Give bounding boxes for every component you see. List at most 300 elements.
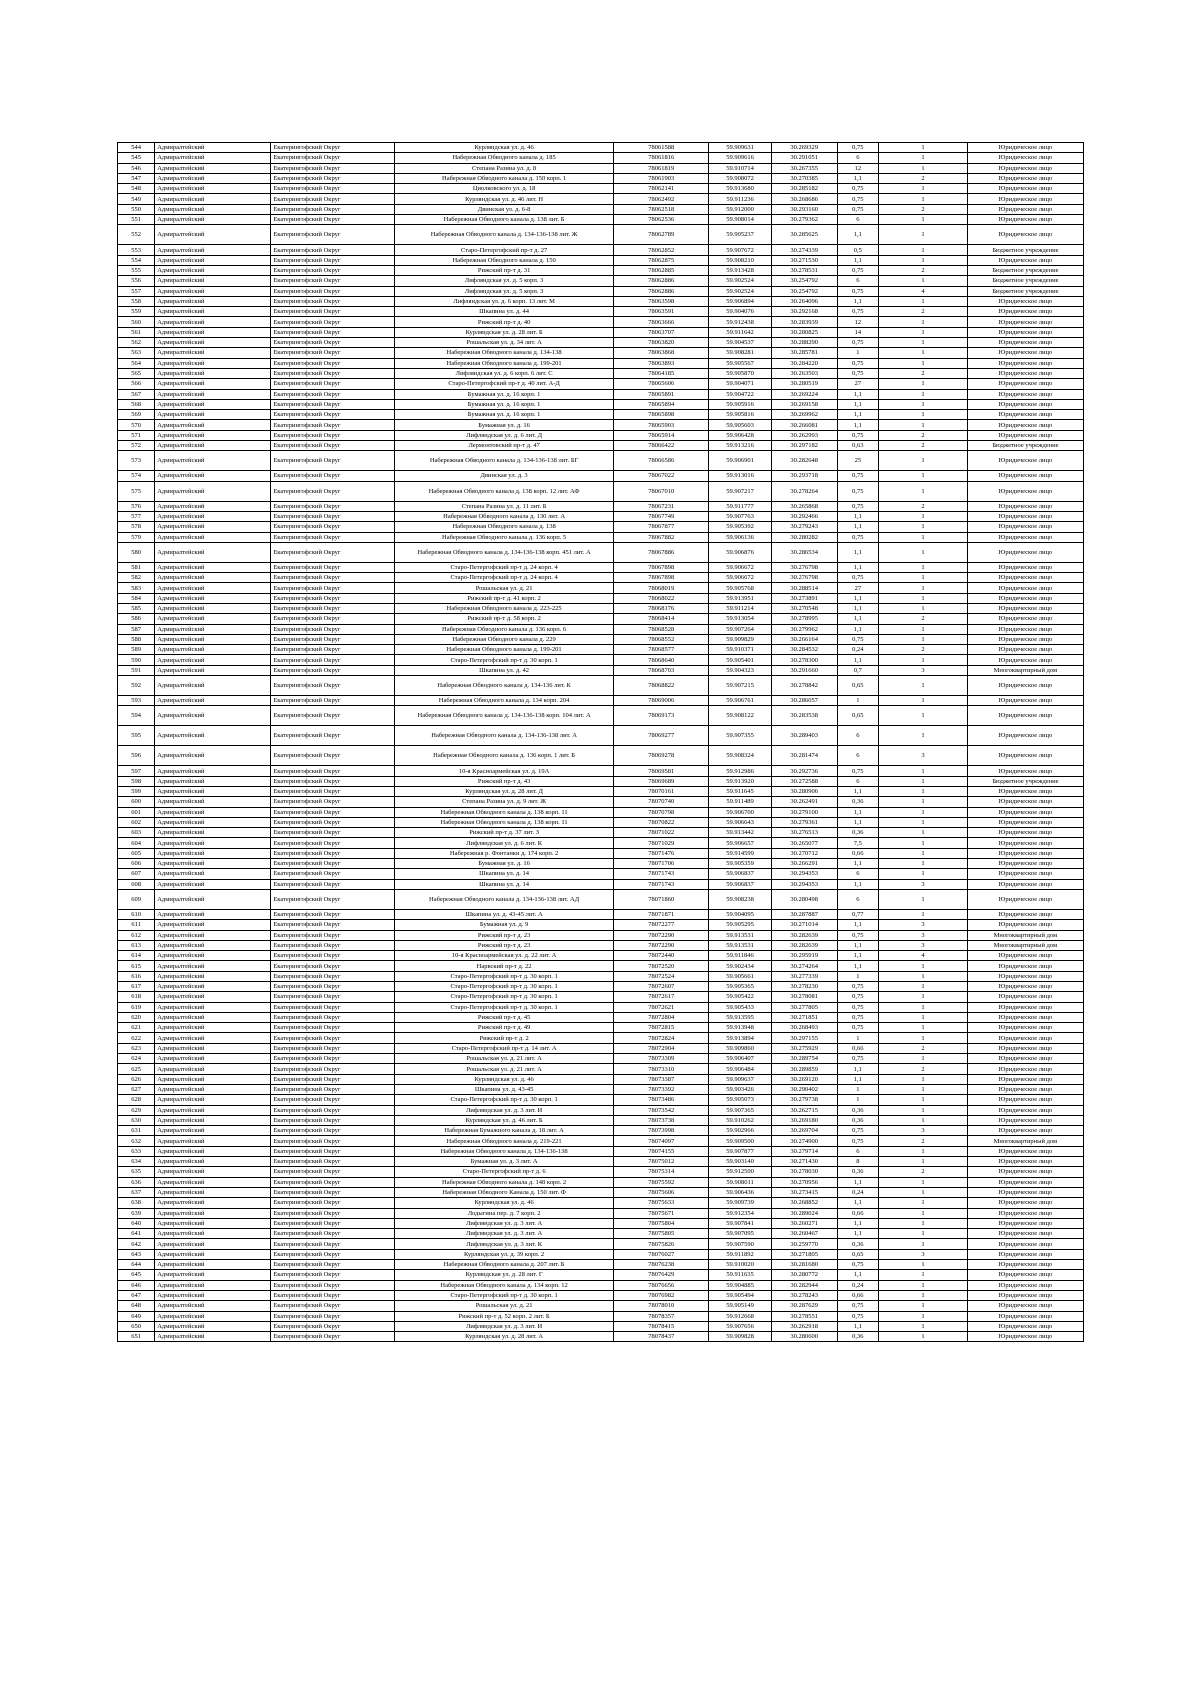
cell-object-id: 78076027 [614, 1249, 709, 1259]
cell-latitude: 59.909637 [709, 1074, 771, 1084]
cell-latitude: 59.902434 [709, 961, 771, 971]
cell-latitude: 59.905916 [709, 399, 771, 409]
cell-address: Рижский пр-т д. 45 [395, 1012, 614, 1022]
cell-latitude: 59.907841 [709, 1218, 771, 1228]
cell-count: 1 [879, 992, 968, 1002]
cell-address: Шкапина ул. д. 42 [395, 665, 614, 675]
cell-owner-type: Юридическое лицо [967, 1043, 1083, 1053]
cell-object-id: 78074097 [614, 1136, 709, 1146]
cell-latitude: 59.907656 [709, 1321, 771, 1331]
cell-longitude: 30.284220 [771, 358, 837, 368]
cell-latitude: 59.904323 [709, 665, 771, 675]
cell-longitude: 30.295919 [771, 951, 837, 961]
cell-latitude: 59.909860 [709, 1043, 771, 1053]
cell-longitude: 30.286057 [771, 696, 837, 706]
cell-object-id: 78075633 [614, 1198, 709, 1208]
cell-owner-type: Многоквартирный дом [967, 940, 1083, 950]
cell-longitude: 30.277339 [771, 971, 837, 981]
cell-district: Адмиралтейский [155, 163, 271, 173]
cell-owner-type: Юридическое лицо [967, 828, 1083, 838]
cell-row-number: 566 [118, 379, 155, 389]
cell-count: 1 [879, 1074, 968, 1084]
cell-owner-type: Юридическое лицо [967, 194, 1083, 204]
cell-latitude: 59.906407 [709, 1054, 771, 1064]
cell-row-number: 580 [118, 542, 155, 562]
cell-municipal-okrug: Екатерингофский Округ [271, 1311, 395, 1321]
cell-owner-type: Юридическое лицо [967, 1332, 1083, 1342]
cell-volume: 0,75 [837, 501, 879, 511]
cell-row-number: 579 [118, 532, 155, 542]
cell-volume: 14 [837, 327, 879, 337]
cell-address: Набережная Обводного канала д. 207 лит. Б [395, 1260, 614, 1270]
cell-address: Лифляндская ул. д. 5 корп. 3 [395, 276, 614, 286]
cell-owner-type: Юридическое лицо [967, 1239, 1083, 1249]
cell-count: 1 [879, 776, 968, 786]
table-row [118, 817, 1084, 827]
cell-object-id: 78075606 [614, 1187, 709, 1197]
cell-district: Адмиралтейский [155, 696, 271, 706]
cell-longitude: 30.265077 [771, 838, 837, 848]
cell-count: 1 [879, 797, 968, 807]
cell-volume: 1,1 [837, 562, 879, 572]
cell-volume: 0,66 [837, 1290, 879, 1300]
cell-address: Набережная Обводного канала д. 134-136 лит. К [395, 676, 614, 696]
cell-count: 1 [879, 961, 968, 971]
cell-object-id: 78067886 [614, 542, 709, 562]
cell-longitude: 30.280498 [771, 889, 837, 909]
cell-count: 1 [879, 471, 968, 481]
table-row [118, 1064, 1084, 1074]
cell-count: 1 [879, 1280, 968, 1290]
cell-object-id: 78071743 [614, 869, 709, 879]
cell-owner-type: Юридическое лицо [967, 184, 1083, 194]
cell-address: Набережная Обводного канала д. 130 лит. А [395, 511, 614, 521]
table-row [118, 542, 1084, 562]
cell-address: Старо-Петергофский пр-т д. 30 корп. 1 [395, 1095, 614, 1105]
cell-latitude: 59.903426 [709, 1084, 771, 1094]
cell-latitude: 59.910020 [709, 1260, 771, 1270]
cell-owner-type: Юридическое лицо [967, 614, 1083, 624]
cell-owner-type: Юридическое лицо [967, 1157, 1083, 1167]
cell-district: Адмиралтейский [155, 204, 271, 214]
cell-district: Адмиралтейский [155, 430, 271, 440]
cell-municipal-okrug: Екатерингофский Округ [271, 1208, 395, 1218]
cell-address: Шкапина ул. д. 14 [395, 869, 614, 879]
cell-row-number: 558 [118, 296, 155, 306]
cell-object-id: 78069278 [614, 746, 709, 766]
cell-municipal-okrug: Екатерингофский Округ [271, 940, 395, 950]
cell-address: Набережная Обводного канала д. 199-201 [395, 645, 614, 655]
cell-district: Адмиралтейский [155, 451, 271, 471]
cell-longitude: 30.266164 [771, 634, 837, 644]
cell-object-id: 78071871 [614, 909, 709, 919]
table-row [118, 634, 1084, 644]
cell-count: 1 [879, 1239, 968, 1249]
cell-district: Адмиралтейский [155, 583, 271, 593]
cell-object-id: 78068528 [614, 624, 709, 634]
cell-owner-type: Юридическое лицо [967, 451, 1083, 471]
cell-longitude: 30.276798 [771, 573, 837, 583]
cell-object-id: 78072277 [614, 920, 709, 930]
table-row [118, 614, 1084, 624]
table-row [118, 1105, 1084, 1115]
cell-object-id: 78062518 [614, 204, 709, 214]
cell-district: Адмиралтейский [155, 348, 271, 358]
cell-owner-type: Юридическое лицо [967, 1126, 1083, 1136]
table-row [118, 869, 1084, 879]
cell-owner-type: Бюджетное учреждение [967, 276, 1083, 286]
cell-row-number: 593 [118, 696, 155, 706]
cell-owner-type: Юридическое лицо [967, 225, 1083, 245]
cell-count: 2 [879, 368, 968, 378]
cell-object-id: 78075671 [614, 1208, 709, 1218]
cell-municipal-okrug: Екатерингофский Округ [271, 1064, 395, 1074]
cell-district: Адмиралтейский [155, 1270, 271, 1280]
cell-municipal-okrug: Екатерингофский Округ [271, 1095, 395, 1105]
cell-object-id: 78072440 [614, 951, 709, 961]
cell-municipal-okrug: Екатерингофский Округ [271, 522, 395, 532]
cell-row-number: 563 [118, 348, 155, 358]
cell-volume: 1,1 [837, 859, 879, 869]
cell-owner-type: Юридическое лицо [967, 204, 1083, 214]
cell-count: 1 [879, 481, 968, 501]
cell-municipal-okrug: Екатерингофский Округ [271, 286, 395, 296]
cell-volume: 1,1 [837, 389, 879, 399]
cell-municipal-okrug: Екатерингофский Округ [271, 1002, 395, 1012]
cell-latitude: 59.911214 [709, 603, 771, 613]
cell-district: Адмиралтейский [155, 1198, 271, 1208]
cell-owner-type: Юридическое лицо [967, 1146, 1083, 1156]
cell-district: Адмиралтейский [155, 1321, 271, 1331]
cell-latitude: 59.909631 [709, 143, 771, 153]
cell-latitude: 59.909500 [709, 1136, 771, 1146]
cell-latitude: 59.905870 [709, 368, 771, 378]
cell-district: Адмиралтейский [155, 940, 271, 950]
cell-volume: 0,75 [837, 1126, 879, 1136]
cell-volume: 0,24 [837, 645, 879, 655]
cell-municipal-okrug: Екатерингофский Округ [271, 676, 395, 696]
cell-object-id: 78071476 [614, 848, 709, 858]
cell-object-id: 78073310 [614, 1064, 709, 1074]
cell-object-id: 78068703 [614, 665, 709, 675]
cell-object-id: 78061816 [614, 153, 709, 163]
cell-municipal-okrug: Екатерингофский Округ [271, 327, 395, 337]
cell-volume: 1,1 [837, 1270, 879, 1280]
cell-count: 2 [879, 173, 968, 183]
cell-address: Рижский пр-т д. 41 корп. 2 [395, 593, 614, 603]
cell-municipal-okrug: Екатерингофский Округ [271, 746, 395, 766]
cell-object-id: 78068552 [614, 634, 709, 644]
cell-longitude: 30.280906 [771, 786, 837, 796]
table-row [118, 143, 1084, 153]
cell-latitude: 59.906657 [709, 838, 771, 848]
cell-row-number: 627 [118, 1084, 155, 1094]
cell-latitude: 59.904071 [709, 379, 771, 389]
cell-owner-type: Юридическое лицо [967, 869, 1083, 879]
cell-count: 2 [879, 307, 968, 317]
cell-district: Адмиралтейский [155, 1023, 271, 1033]
table-row [118, 665, 1084, 675]
cell-address: Курляндская ул. д. 46 [395, 1198, 614, 1208]
cell-longitude: 30.280519 [771, 379, 837, 389]
cell-latitude: 59.905073 [709, 1095, 771, 1105]
cell-address: Набережная Обводного канала д. 134-136-138 лит. АД [395, 889, 614, 909]
table-row [118, 992, 1084, 1002]
cell-latitude: 59.907095 [709, 1229, 771, 1239]
cell-object-id: 78071860 [614, 889, 709, 909]
cell-volume: 1,1 [837, 1198, 879, 1208]
cell-address: Набережная Обводного канала д. 229 [395, 634, 614, 644]
cell-count: 1 [879, 1260, 968, 1270]
cell-municipal-okrug: Екатерингофский Округ [271, 204, 395, 214]
cell-municipal-okrug: Екатерингофский Округ [271, 184, 395, 194]
cell-latitude: 59.905422 [709, 992, 771, 1002]
cell-object-id: 78069689 [614, 776, 709, 786]
cell-municipal-okrug: Екатерингофский Округ [271, 338, 395, 348]
cell-municipal-okrug: Екатерингофский Округ [271, 909, 395, 919]
cell-municipal-okrug: Екатерингофский Округ [271, 215, 395, 225]
cell-row-number: 549 [118, 194, 155, 204]
table-row [118, 1280, 1084, 1290]
cell-address: Шкапина ул. д. 43-45 лит. А [395, 909, 614, 919]
cell-municipal-okrug: Екатерингофский Округ [271, 706, 395, 726]
cell-longitude: 30.283939 [771, 317, 837, 327]
cell-row-number: 564 [118, 358, 155, 368]
cell-address: Набережная Обводного канала д. 138 корп. 12 лит. АФ [395, 481, 614, 501]
cell-address: Рижский пр-т д. 23 [395, 940, 614, 950]
cell-municipal-okrug: Екатерингофский Округ [271, 1332, 395, 1342]
cell-address: Рошальская ул. д. 21 лит. А [395, 1054, 614, 1064]
cell-district: Адмиралтейский [155, 797, 271, 807]
cell-district: Адмиралтейский [155, 1208, 271, 1218]
cell-longitude: 30.285182 [771, 184, 837, 194]
cell-object-id: 78064185 [614, 368, 709, 378]
cell-district: Адмиралтейский [155, 746, 271, 766]
cell-address: Набережная Обводного канала д. 134-138 [395, 348, 614, 358]
cell-count: 1 [879, 982, 968, 992]
cell-count: 2 [879, 645, 968, 655]
cell-latitude: 59.906894 [709, 296, 771, 306]
cell-longitude: 30.264096 [771, 296, 837, 306]
cell-object-id: 78072804 [614, 1012, 709, 1022]
cell-owner-type: Юридическое лицо [967, 153, 1083, 163]
cell-district: Адмиралтейский [155, 420, 271, 430]
cell-district: Адмиралтейский [155, 1012, 271, 1022]
cell-district: Адмиралтейский [155, 399, 271, 409]
table-row [118, 368, 1084, 378]
cell-municipal-okrug: Екатерингофский Округ [271, 1280, 395, 1290]
cell-volume: 1,1 [837, 1064, 879, 1074]
cell-row-number: 552 [118, 225, 155, 245]
cell-row-number: 609 [118, 889, 155, 909]
cell-longitude: 30.278230 [771, 982, 837, 992]
cell-municipal-okrug: Екатерингофский Округ [271, 420, 395, 430]
cell-count: 2 [879, 204, 968, 214]
cell-longitude: 30.282639 [771, 930, 837, 940]
table-row [118, 1054, 1084, 1064]
cell-owner-type: Юридическое лицо [967, 327, 1083, 337]
cell-address: Лифляндская ул. д. 3 лит. А [395, 1229, 614, 1239]
table-row [118, 184, 1084, 194]
cell-count: 3 [879, 940, 968, 950]
cell-row-number: 557 [118, 286, 155, 296]
cell-address: Степана Разина ул. д. 9 лит. Ж [395, 797, 614, 807]
cell-owner-type: Юридическое лицо [967, 173, 1083, 183]
cell-row-number: 617 [118, 982, 155, 992]
cell-owner-type: Многоквартирный дом [967, 930, 1083, 940]
cell-latitude: 59.902524 [709, 286, 771, 296]
cell-municipal-okrug: Екатерингофский Округ [271, 379, 395, 389]
cell-latitude: 59.906484 [709, 1064, 771, 1074]
cell-volume: 0,66 [837, 848, 879, 858]
cell-address: Набережная Обводного канала д. 138 [395, 522, 614, 532]
cell-volume: 0,75 [837, 481, 879, 501]
cell-address: Набережная Обводного канала д. 150 [395, 255, 614, 265]
cell-longitude: 30.269329 [771, 143, 837, 153]
cell-longitude: 30.279738 [771, 1095, 837, 1105]
cell-count: 2 [879, 614, 968, 624]
cell-row-number: 577 [118, 511, 155, 521]
cell-address: Старо-Петергофский пр-т д. 24 корп. 4 [395, 573, 614, 583]
cell-address: Бумажная ул. д. 16 [395, 859, 614, 869]
cell-object-id: 78063893 [614, 358, 709, 368]
cell-volume: 1 [837, 1084, 879, 1094]
cell-longitude: 30.281474 [771, 746, 837, 766]
cell-count: 1 [879, 706, 968, 726]
cell-longitude: 30.262993 [771, 430, 837, 440]
cell-district: Адмиралтейский [155, 358, 271, 368]
cell-municipal-okrug: Екатерингофский Округ [271, 532, 395, 542]
cell-address: Лермонтовский пр-т д. 47 [395, 441, 614, 451]
cell-longitude: 30.270548 [771, 603, 837, 613]
cell-row-number: 625 [118, 1064, 155, 1074]
cell-address: Набережная Обводного канала д. 134 корп. 12 [395, 1280, 614, 1290]
cell-volume: 0,75 [837, 143, 879, 153]
cell-volume: 8 [837, 1157, 879, 1167]
table-row [118, 573, 1084, 583]
cell-latitude: 59.906700 [709, 807, 771, 817]
cell-volume: 1,1 [837, 296, 879, 306]
cell-row-number: 624 [118, 1054, 155, 1064]
cell-longitude: 30.289754 [771, 1054, 837, 1064]
cell-municipal-okrug: Екатерингофский Округ [271, 634, 395, 644]
cell-owner-type: Юридическое лицо [967, 511, 1083, 521]
cell-longitude: 30.293718 [771, 471, 837, 481]
cell-address: Набережная Бумажного канала д. 18 лит. А [395, 1126, 614, 1136]
cell-district: Адмиралтейский [155, 389, 271, 399]
cell-latitude: 59.911635 [709, 1270, 771, 1280]
table-row [118, 562, 1084, 572]
cell-district: Адмиралтейский [155, 265, 271, 275]
cell-row-number: 623 [118, 1043, 155, 1053]
cell-count: 1 [879, 786, 968, 796]
cell-object-id: 78073998 [614, 1126, 709, 1136]
cell-owner-type: Юридическое лицо [967, 655, 1083, 665]
cell-municipal-okrug: Екатерингофский Округ [271, 817, 395, 827]
cell-longitude: 30.284532 [771, 645, 837, 655]
cell-longitude: 30.271805 [771, 1249, 837, 1259]
cell-owner-type: Юридическое лицо [967, 1321, 1083, 1331]
cell-address: Набережная Обводного канала д. 219-221 [395, 1136, 614, 1146]
cell-object-id: 78063591 [614, 307, 709, 317]
table-row [118, 451, 1084, 471]
cell-owner-type: Юридическое лицо [967, 389, 1083, 399]
cell-longitude: 30.260467 [771, 1229, 837, 1239]
cell-count: 1 [879, 338, 968, 348]
cell-volume: 0,36 [837, 1167, 879, 1177]
cell-volume: 1,1 [837, 1177, 879, 1187]
table-row [118, 481, 1084, 501]
cell-count: 1 [879, 676, 968, 696]
cell-municipal-okrug: Екатерингофский Округ [271, 1033, 395, 1043]
cell-count: 1 [879, 522, 968, 532]
cell-row-number: 631 [118, 1126, 155, 1136]
cell-municipal-okrug: Екатерингофский Округ [271, 194, 395, 204]
cell-count: 1 [879, 420, 968, 430]
cell-row-number: 572 [118, 441, 155, 451]
cell-count: 1 [879, 225, 968, 245]
cell-object-id: 78073542 [614, 1105, 709, 1115]
cell-municipal-okrug: Екатерингофский Округ [271, 1012, 395, 1022]
cell-municipal-okrug: Екатерингофский Округ [271, 511, 395, 521]
cell-district: Адмиралтейский [155, 1126, 271, 1136]
cell-district: Адмиралтейский [155, 379, 271, 389]
cell-latitude: 59.907215 [709, 676, 771, 696]
cell-municipal-okrug: Екатерингофский Округ [271, 930, 395, 940]
cell-count: 1 [879, 828, 968, 838]
table-row [118, 265, 1084, 275]
cell-row-number: 598 [118, 776, 155, 786]
cell-count: 2 [879, 430, 968, 440]
cell-address: Старо-Петергофский пр-т д. 6 [395, 1167, 614, 1177]
cell-row-number: 582 [118, 573, 155, 583]
cell-volume: 6 [837, 746, 879, 766]
cell-municipal-okrug: Екатерингофский Округ [271, 389, 395, 399]
cell-count: 2 [879, 1064, 968, 1074]
cell-object-id: 78069173 [614, 706, 709, 726]
cell-row-number: 630 [118, 1115, 155, 1125]
cell-longitude: 30.286534 [771, 542, 837, 562]
cell-longitude: 30.278842 [771, 676, 837, 696]
cell-address: Рижский пр-т д. 31 [395, 265, 614, 275]
cell-address: Бумажная ул. д. 16 корп. 1 [395, 399, 614, 409]
cell-count: 1 [879, 634, 968, 644]
cell-longitude: 30.276798 [771, 562, 837, 572]
cell-count: 1 [879, 1311, 968, 1321]
cell-count: 3 [879, 746, 968, 766]
cell-count: 4 [879, 951, 968, 961]
cell-district: Адмиралтейский [155, 645, 271, 655]
cell-volume: 0,75 [837, 204, 879, 214]
cell-object-id: 78070822 [614, 817, 709, 827]
cell-count: 1 [879, 511, 968, 521]
table-row [118, 961, 1084, 971]
cell-row-number: 605 [118, 848, 155, 858]
cell-row-number: 638 [118, 1198, 155, 1208]
cell-address: Курляндская ул. д. 46 [395, 1074, 614, 1084]
cell-municipal-okrug: Екатерингофский Округ [271, 624, 395, 634]
cell-owner-type: Юридическое лицо [967, 982, 1083, 992]
cell-district: Адмиралтейский [155, 992, 271, 1002]
cell-row-number: 641 [118, 1229, 155, 1239]
cell-count: 1 [879, 909, 968, 919]
cell-municipal-okrug: Екатерингофский Округ [271, 255, 395, 265]
cell-owner-type: Юридическое лицо [967, 532, 1083, 542]
cell-municipal-okrug: Екатерингофский Округ [271, 1105, 395, 1115]
cell-address: Рижский пр-т д. 49 [395, 1023, 614, 1033]
cell-row-number: 620 [118, 1012, 155, 1022]
cell-owner-type: Юридическое лицо [967, 706, 1083, 726]
